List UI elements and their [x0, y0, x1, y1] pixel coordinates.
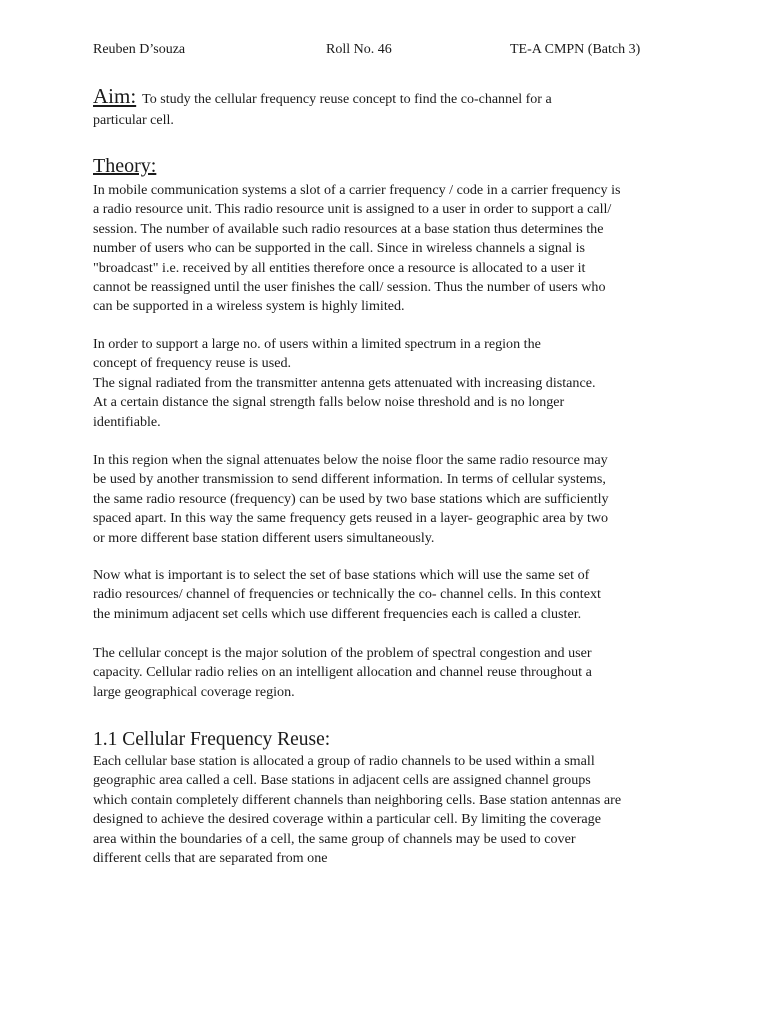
aim-text-line-2: particular cell. [93, 113, 174, 128]
paragraph-line: large geographical coverage region. [93, 683, 295, 700]
paragraph-line: "broadcast" i.e. received by all entities therefore once a resource is allocated to a user it [93, 259, 586, 276]
paragraph-line: designed to achieve the desired coverage within a particular cell. By limiting the coverage [93, 811, 601, 828]
theory-paragraph-5 [93, 644, 683, 702]
paragraph-line: spaced apart. In this way the same frequency gets reused in a layer- geographic area by two [93, 510, 609, 527]
paragraph-line: the same radio resource (frequency) can be used by two base stations which are sufficiently [93, 490, 609, 507]
paragraph-line: identifiable. [93, 413, 161, 430]
paragraph-line: concept of frequency reuse is used. [93, 355, 292, 372]
paragraph-line: which contain completely different channels than neighboring cells. Base station antennas are [93, 791, 622, 808]
theory-paragraph-1 [93, 181, 683, 317]
section-paragraph [93, 752, 683, 868]
paragraph-line: The cellular concept is the major solution of the problem of spectral congestion and user [93, 645, 592, 661]
paragraph-line: Each cellular base station is allocated a group of radio channels to be used within a small [93, 753, 595, 769]
paragraph-line: The signal radiated from the transmitter antenna gets attenuated with increasing distance. [93, 374, 596, 391]
paragraph-line: or more different base station different users simultaneously. [93, 529, 435, 546]
aim-label: Aim: [93, 84, 137, 108]
paragraph-line: can be supported in a wireless system is highly limited. [93, 298, 405, 315]
paragraph-line: a radio resource unit. This radio resource unit is assigned to a user in order to support a call/ [93, 201, 612, 218]
paragraph-line: Now what is important is to select the set of base stations which will use the same set of [93, 567, 590, 583]
paragraph-line: radio resources/ channel of frequencies or technically the co- channel cells. In this context [93, 586, 601, 603]
paragraph-line: capacity. Cellular radio relies on an intelligent allocation and channel reuse throughout a [93, 664, 592, 681]
roll-number: Roll No. 46 [326, 42, 392, 57]
paragraph-line: At a certain distance the signal strength falls below noise threshold and is no longer [93, 394, 565, 411]
theory-paragraph-2 [93, 335, 683, 432]
paragraph-line: In order to support a large no. of users within a limited spectrum in a region the [93, 336, 541, 352]
section-heading: 1.1 Cellular Frequency Reuse: [93, 729, 331, 750]
paragraph-line: area within the boundaries of a cell, the same group of channels may be used to cover [93, 830, 576, 847]
paragraph-line: geographic area called a cell. Base stations in adjacent cells are assigned channel groups [93, 772, 591, 789]
paragraph-line: be used by another transmission to send different information. In terms of cellular systems, [93, 471, 606, 488]
aim-text-line-1: To study the cellular frequency reuse concept to find the co-channel for a [142, 92, 552, 107]
paragraph-line: In mobile communication systems a slot of a carrier frequency / code in a carrier frequency is [93, 182, 621, 198]
paragraph-line: number of users who can be supported in the call. Since in wireless channels a signal is [93, 240, 585, 257]
theory-paragraph-4 [93, 566, 683, 624]
paragraph-line: session. The number of available such radio resources at a base station thus determines the [93, 220, 604, 237]
paragraph-line: different cells that are separated from one [93, 850, 328, 867]
paragraph-line: the minimum adjacent set cells which use different frequencies each is called a cluster. [93, 605, 582, 622]
paragraph-line: cannot be reassigned until the user finishes the call/ session. Thus the number of users who [93, 279, 606, 296]
paragraph-line: In this region when the signal attenuates below the noise floor the same radio resource may [93, 452, 608, 468]
author-name: Reuben D’souza [93, 42, 186, 57]
aim-block [93, 86, 693, 131]
theory-paragraph-3 [93, 451, 683, 548]
class-batch: TE-A CMPN (Batch 3) [510, 42, 641, 57]
theory-heading: Theory: [93, 155, 157, 177]
